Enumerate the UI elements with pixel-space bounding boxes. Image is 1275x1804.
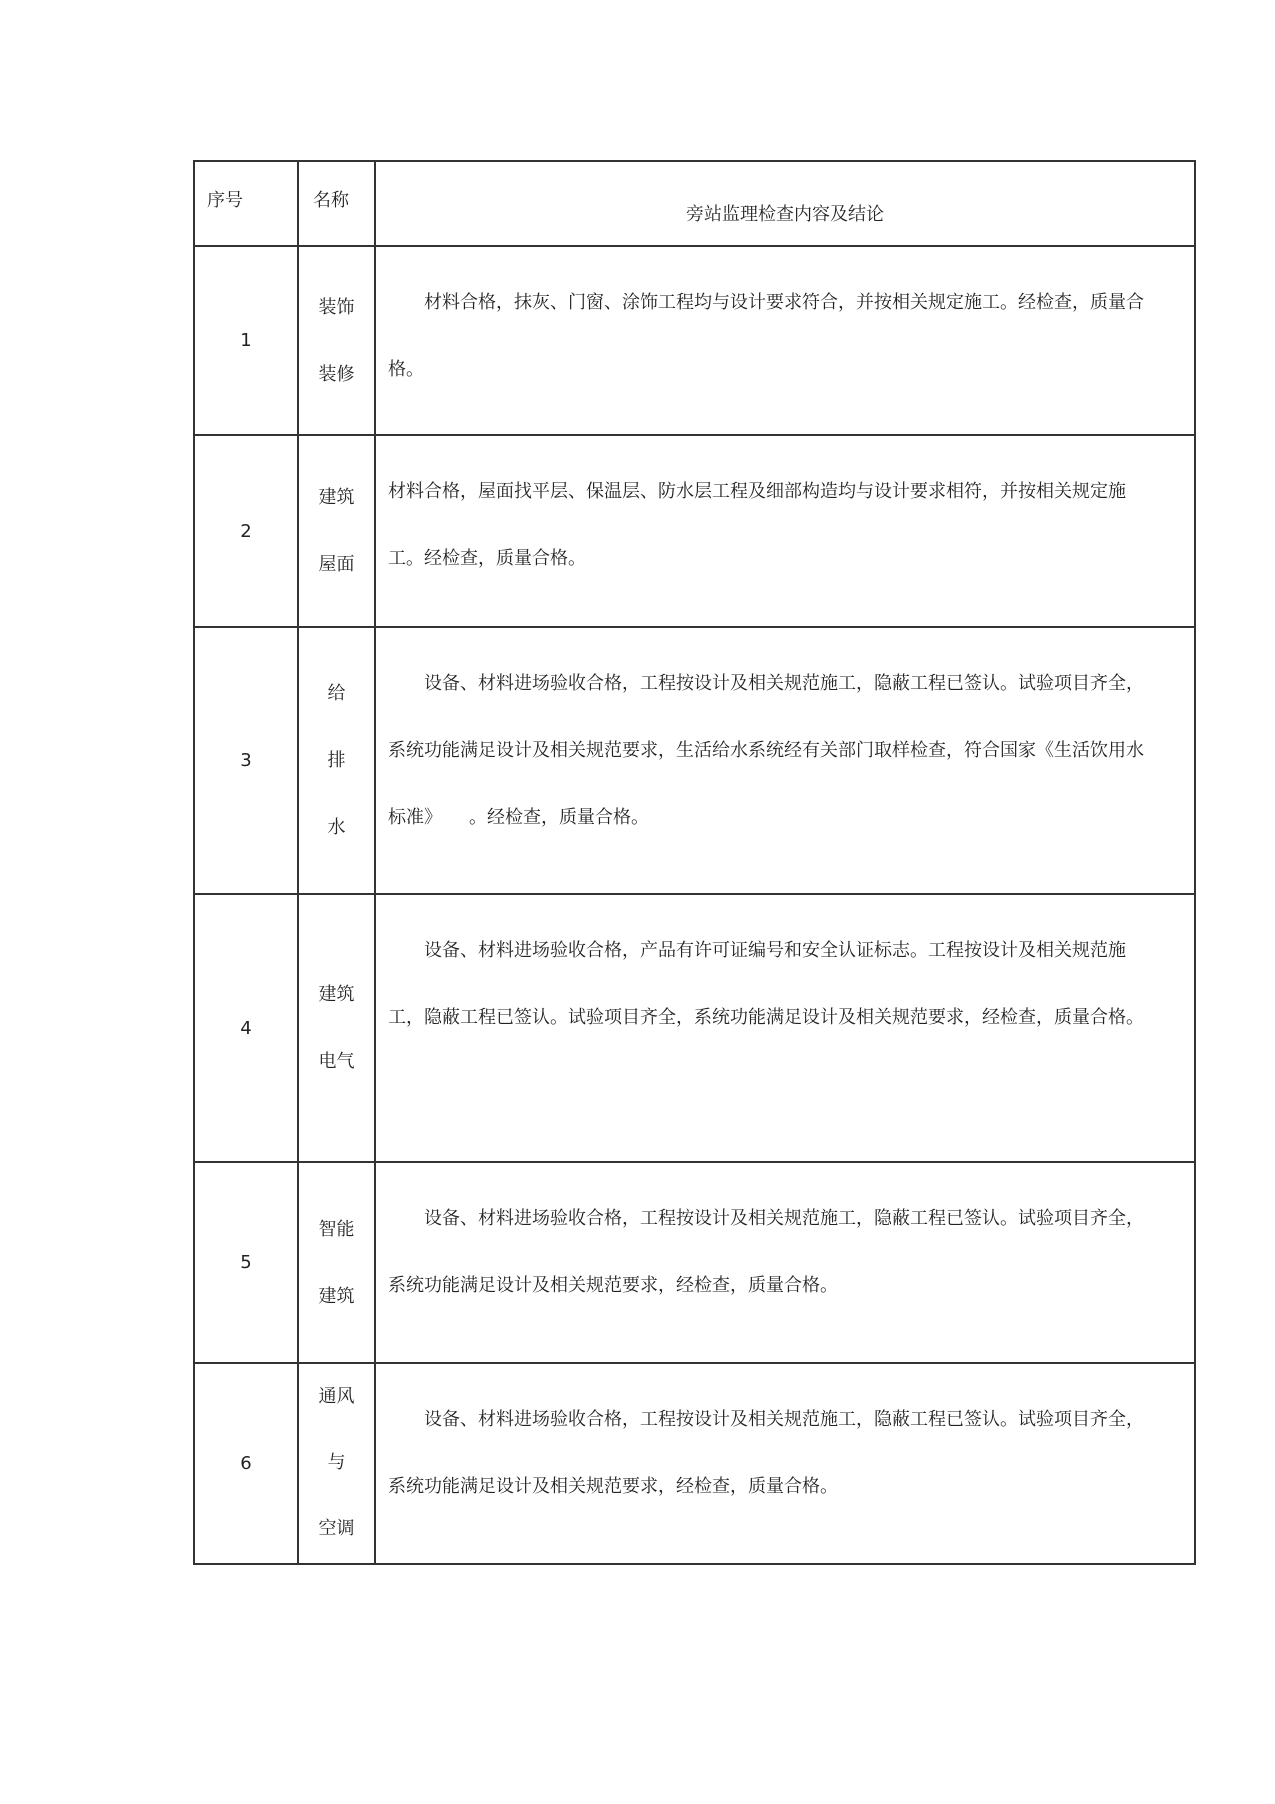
table-header-row [194,161,1195,246]
header-content: 旁站监理检查内容及结论 [375,161,1195,246]
row-name-line: 建筑 [318,984,355,1006]
row-name-line: 水 [327,816,346,838]
row-content [375,435,1195,626]
row-name [298,1162,375,1362]
row-content [375,1162,1195,1362]
table-row [194,627,1195,894]
row-content [375,246,1195,435]
row-content [375,627,1195,894]
table-row [194,1162,1195,1362]
row-content-text: 设备、材料进场验收合格，产品有许可证编号和安全认证标志。工程按设计及相关规范施工，隐蔽工程已签认。试验项目齐全，系统功能满足设计及相关规范要求，经检查，质量合格。 [388,940,1144,1029]
row-seq: 6 [194,1363,298,1564]
row-name-line: 电气 [318,1051,355,1073]
table-row [194,1363,1195,1564]
row-seq: 2 [194,435,298,626]
row-content [375,894,1195,1162]
row-name-line: 给 [327,682,346,704]
table-row [194,894,1195,1162]
row-seq: 5 [194,1162,298,1362]
row-seq: 1 [194,246,298,435]
row-content-text: 材料合格，抹灰、门窗、涂饰工程均与设计要求符合，并按相关规定施工。经检查，质量合格。 [388,292,1144,381]
row-name-line: 建筑 [318,487,355,508]
header-seq: 序号 [194,161,298,246]
row-name-line: 建筑 [318,1285,355,1307]
row-name-line: 智能 [318,1218,355,1240]
row-content [375,1363,1195,1564]
row-name-line: 通风 [318,1386,355,1408]
row-content-text: 材料合格，屋面找平层、保温层、防水层工程及细部构造均与设计要求相符，并按相关规定施工。经检查，质量合格。 [388,481,1126,570]
table-row [194,246,1195,435]
row-name [298,1363,375,1564]
row-name-line: 屋面 [318,554,355,575]
row-name-line: 排 [327,749,346,771]
row-name-line: 装修 [318,363,355,385]
row-name-line: 空调 [318,1518,355,1540]
row-seq: 3 [194,627,298,894]
row-name [298,894,375,1162]
row-seq: 4 [194,894,298,1162]
row-content-text: 设备、材料进场验收合格，工程按设计及相关规范施工，隐蔽工程已签认。试验项目齐全，系统功能满足设计及相关规范要求，经检查，质量合格。 [388,1408,1144,1497]
row-name [298,627,375,894]
row-name [298,435,375,626]
inspection-table [193,160,1196,1565]
row-name-line: 与 [327,1452,346,1474]
row-content-text: 设备、材料进场验收合格，工程按设计及相关规范施工，隐蔽工程已签认。试验项目齐全，系统功能满足设计及相关规范要求，经检查，质量合格。 [388,1208,1144,1297]
row-name [298,246,375,435]
table-row [194,435,1195,626]
row-name-line: 装饰 [318,296,355,318]
header-name: 名称 [298,161,375,246]
row-content-text: 设备、材料进场验收合格，工程按设计及相关规范施工，隐蔽工程已签认。试验项目齐全，系统功能满足设计及相关规范要求，生活给水系统经有关部门取样检查，符合国家《生活饮用水标准》 。经检查，质量合格。 [388,672,1144,828]
